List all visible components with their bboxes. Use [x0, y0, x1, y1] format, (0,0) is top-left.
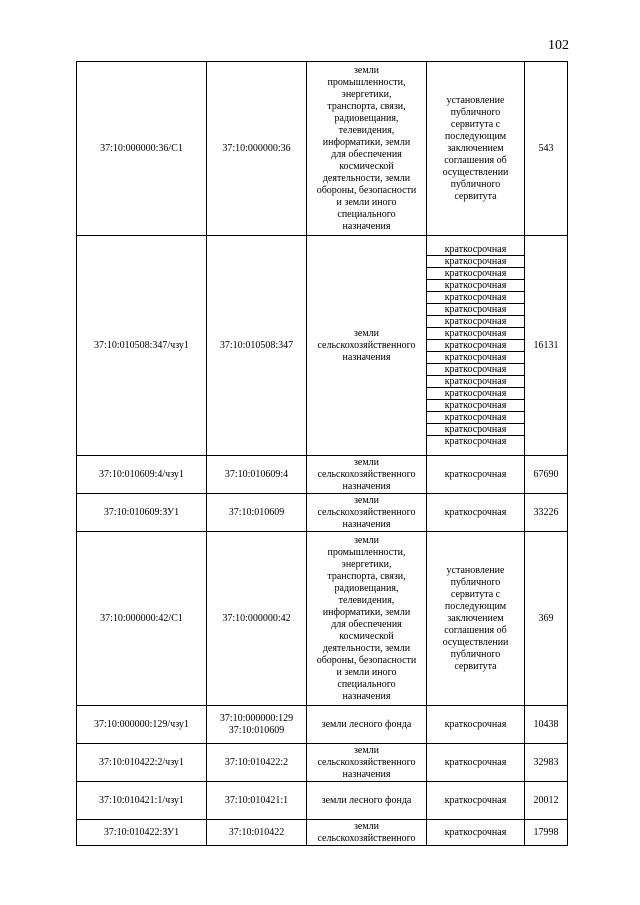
area-cell: 16131: [525, 236, 568, 456]
purpose-cell: [427, 62, 525, 236]
cadastral-number-cell: 37:10:010422:2: [207, 744, 307, 782]
page-number: 102: [548, 38, 569, 53]
land-category-text: земли лесного фонда: [321, 794, 412, 806]
purpose-sub-item: краткосрочная: [427, 280, 524, 292]
table-row: [77, 456, 568, 494]
table-row: [77, 62, 568, 236]
cadastral-number-cell: 37:10:010422: [207, 820, 307, 846]
plot-id-cell: 37:10:010508:347/чзу1: [77, 236, 207, 456]
purpose-sub-item: краткосрочная: [444, 436, 507, 447]
purpose-sub-item: краткосрочная: [427, 400, 524, 412]
cadastral-number-cell: [207, 706, 307, 744]
plot-id-cell: 37:10:000000:129/чзу1: [77, 706, 207, 744]
table-row: [77, 782, 568, 820]
area-cell: 369: [525, 532, 568, 706]
table-row: [77, 706, 568, 744]
land-category-cell: [307, 532, 427, 706]
purpose-cell: краткосрочная: [427, 706, 525, 744]
plot-id-cell: 37:10:010422:2/чзу1: [77, 744, 207, 782]
purpose-sub-item: краткосрочная: [427, 292, 524, 304]
plot-id-cell: 37:10:000000:36/С1: [77, 62, 207, 236]
cadastral-number-cell: 37:10:010609: [207, 494, 307, 532]
purpose-sub-item: краткосрочная: [427, 364, 524, 376]
plot-id-cell: 37:10:010609:4/чзу1: [77, 456, 207, 494]
purpose-sub-item: краткосрочная: [427, 424, 524, 436]
cadastral-number-cell: 37:10:000000:42: [207, 532, 307, 706]
purpose-sub-item: краткосрочная: [427, 352, 524, 364]
land-category-text: земли лесного фонда: [321, 718, 412, 730]
cadastral-number-cell: 37:10:010609:4: [207, 456, 307, 494]
plot-id-cell: 37:10:010422:ЗУ1: [77, 820, 207, 846]
purpose-sub-item: краткосрочная: [427, 244, 524, 256]
purpose-cell: краткосрочная: [427, 782, 525, 820]
purpose-list-cell: [427, 236, 525, 456]
purpose-sublist: [427, 244, 524, 447]
purpose-sub-item: краткосрочная: [427, 304, 524, 316]
land-category-text: земли сельскохозяйственного назначения: [317, 456, 416, 492]
purpose-cell: краткосрочная: [427, 456, 525, 494]
area-cell: 10438: [525, 706, 568, 744]
purpose-cell: краткосрочная: [427, 744, 525, 782]
land-category-cell: [307, 744, 427, 782]
purpose-sub-item: краткосрочная: [427, 256, 524, 268]
land-category-text: земли сельскохозяйственного назначения: [317, 744, 416, 780]
area-cell: 33226: [525, 494, 568, 532]
land-category-cell: [307, 782, 427, 820]
land-category-text: земли сельскохозяйственного: [317, 820, 416, 844]
purpose-sub-item: краткосрочная: [427, 412, 524, 424]
land-category-text: земли промышленности, энергетики, транспорта, связи, радиовещания, телевидения, информатики, земли для обеспечения космической деятельности, земли обороны, безопасности и земли иного специального назначения: [316, 534, 417, 702]
table-row: [77, 744, 568, 782]
land-category-cell: [307, 62, 427, 236]
plot-id-cell: 37:10:000000:42/С1: [77, 532, 207, 706]
purpose-sub-item: краткосрочная: [427, 328, 524, 340]
land-category-text: земли сельскохозяйственного назначения: [317, 494, 416, 530]
cadastral-number-cell: 37:10:000000:36: [207, 62, 307, 236]
land-category-cell: [307, 706, 427, 744]
purpose-sub-item: краткосрочная: [427, 388, 524, 400]
cadastral-number-extra: 37:10:010609: [228, 724, 285, 736]
purpose-text: установление публичного сервитута с последующим заключением соглашения об осуществлении публичного сервитута: [442, 564, 509, 672]
table-row: [77, 532, 568, 706]
purpose-cell: краткосрочная: [427, 820, 525, 846]
plot-id-cell: 37:10:010421:1/чзу1: [77, 782, 207, 820]
plot-id-cell: 37:10:010609:ЗУ1: [77, 494, 207, 532]
purpose-sub-item: краткосрочная: [427, 376, 524, 388]
cadastral-number-cell: 37:10:010508:347: [207, 236, 307, 456]
land-category-cell: [307, 456, 427, 494]
area-cell: 543: [525, 62, 568, 236]
purpose-sub-item: краткосрочная: [427, 316, 524, 328]
land-category-cell: [307, 236, 427, 456]
land-category-cell: [307, 494, 427, 532]
cadastral-number-text: 37:10:000000:129: [219, 712, 294, 724]
area-cell: 17998: [525, 820, 568, 846]
land-category-text: земли промышленности, энергетики, транспорта, связи, радиовещания, телевидения, информатики, земли для обеспечения космической деятельности, земли обороны, безопасности и земли иного специального назначения: [316, 64, 417, 232]
table-row: [77, 236, 568, 456]
table-row: [77, 820, 568, 846]
area-cell: 32983: [525, 744, 568, 782]
land-category-cell: [307, 820, 427, 846]
purpose-cell: [427, 532, 525, 706]
purpose-text: установление публичного сервитута с последующим заключением соглашения об осуществлении публичного сервитута: [442, 94, 509, 202]
area-cell: 67690: [525, 456, 568, 494]
purpose-sub-item: краткосрочная: [427, 268, 524, 280]
cadastral-number-cell: 37:10:010421:1: [207, 782, 307, 820]
area-cell: 20012: [525, 782, 568, 820]
registry-table: [76, 61, 568, 846]
table-row: [77, 494, 568, 532]
purpose-sub-item: краткосрочная: [427, 340, 524, 352]
purpose-cell: краткосрочная: [427, 494, 525, 532]
land-category-text: земли сельскохозяйственного назначения: [317, 327, 416, 363]
